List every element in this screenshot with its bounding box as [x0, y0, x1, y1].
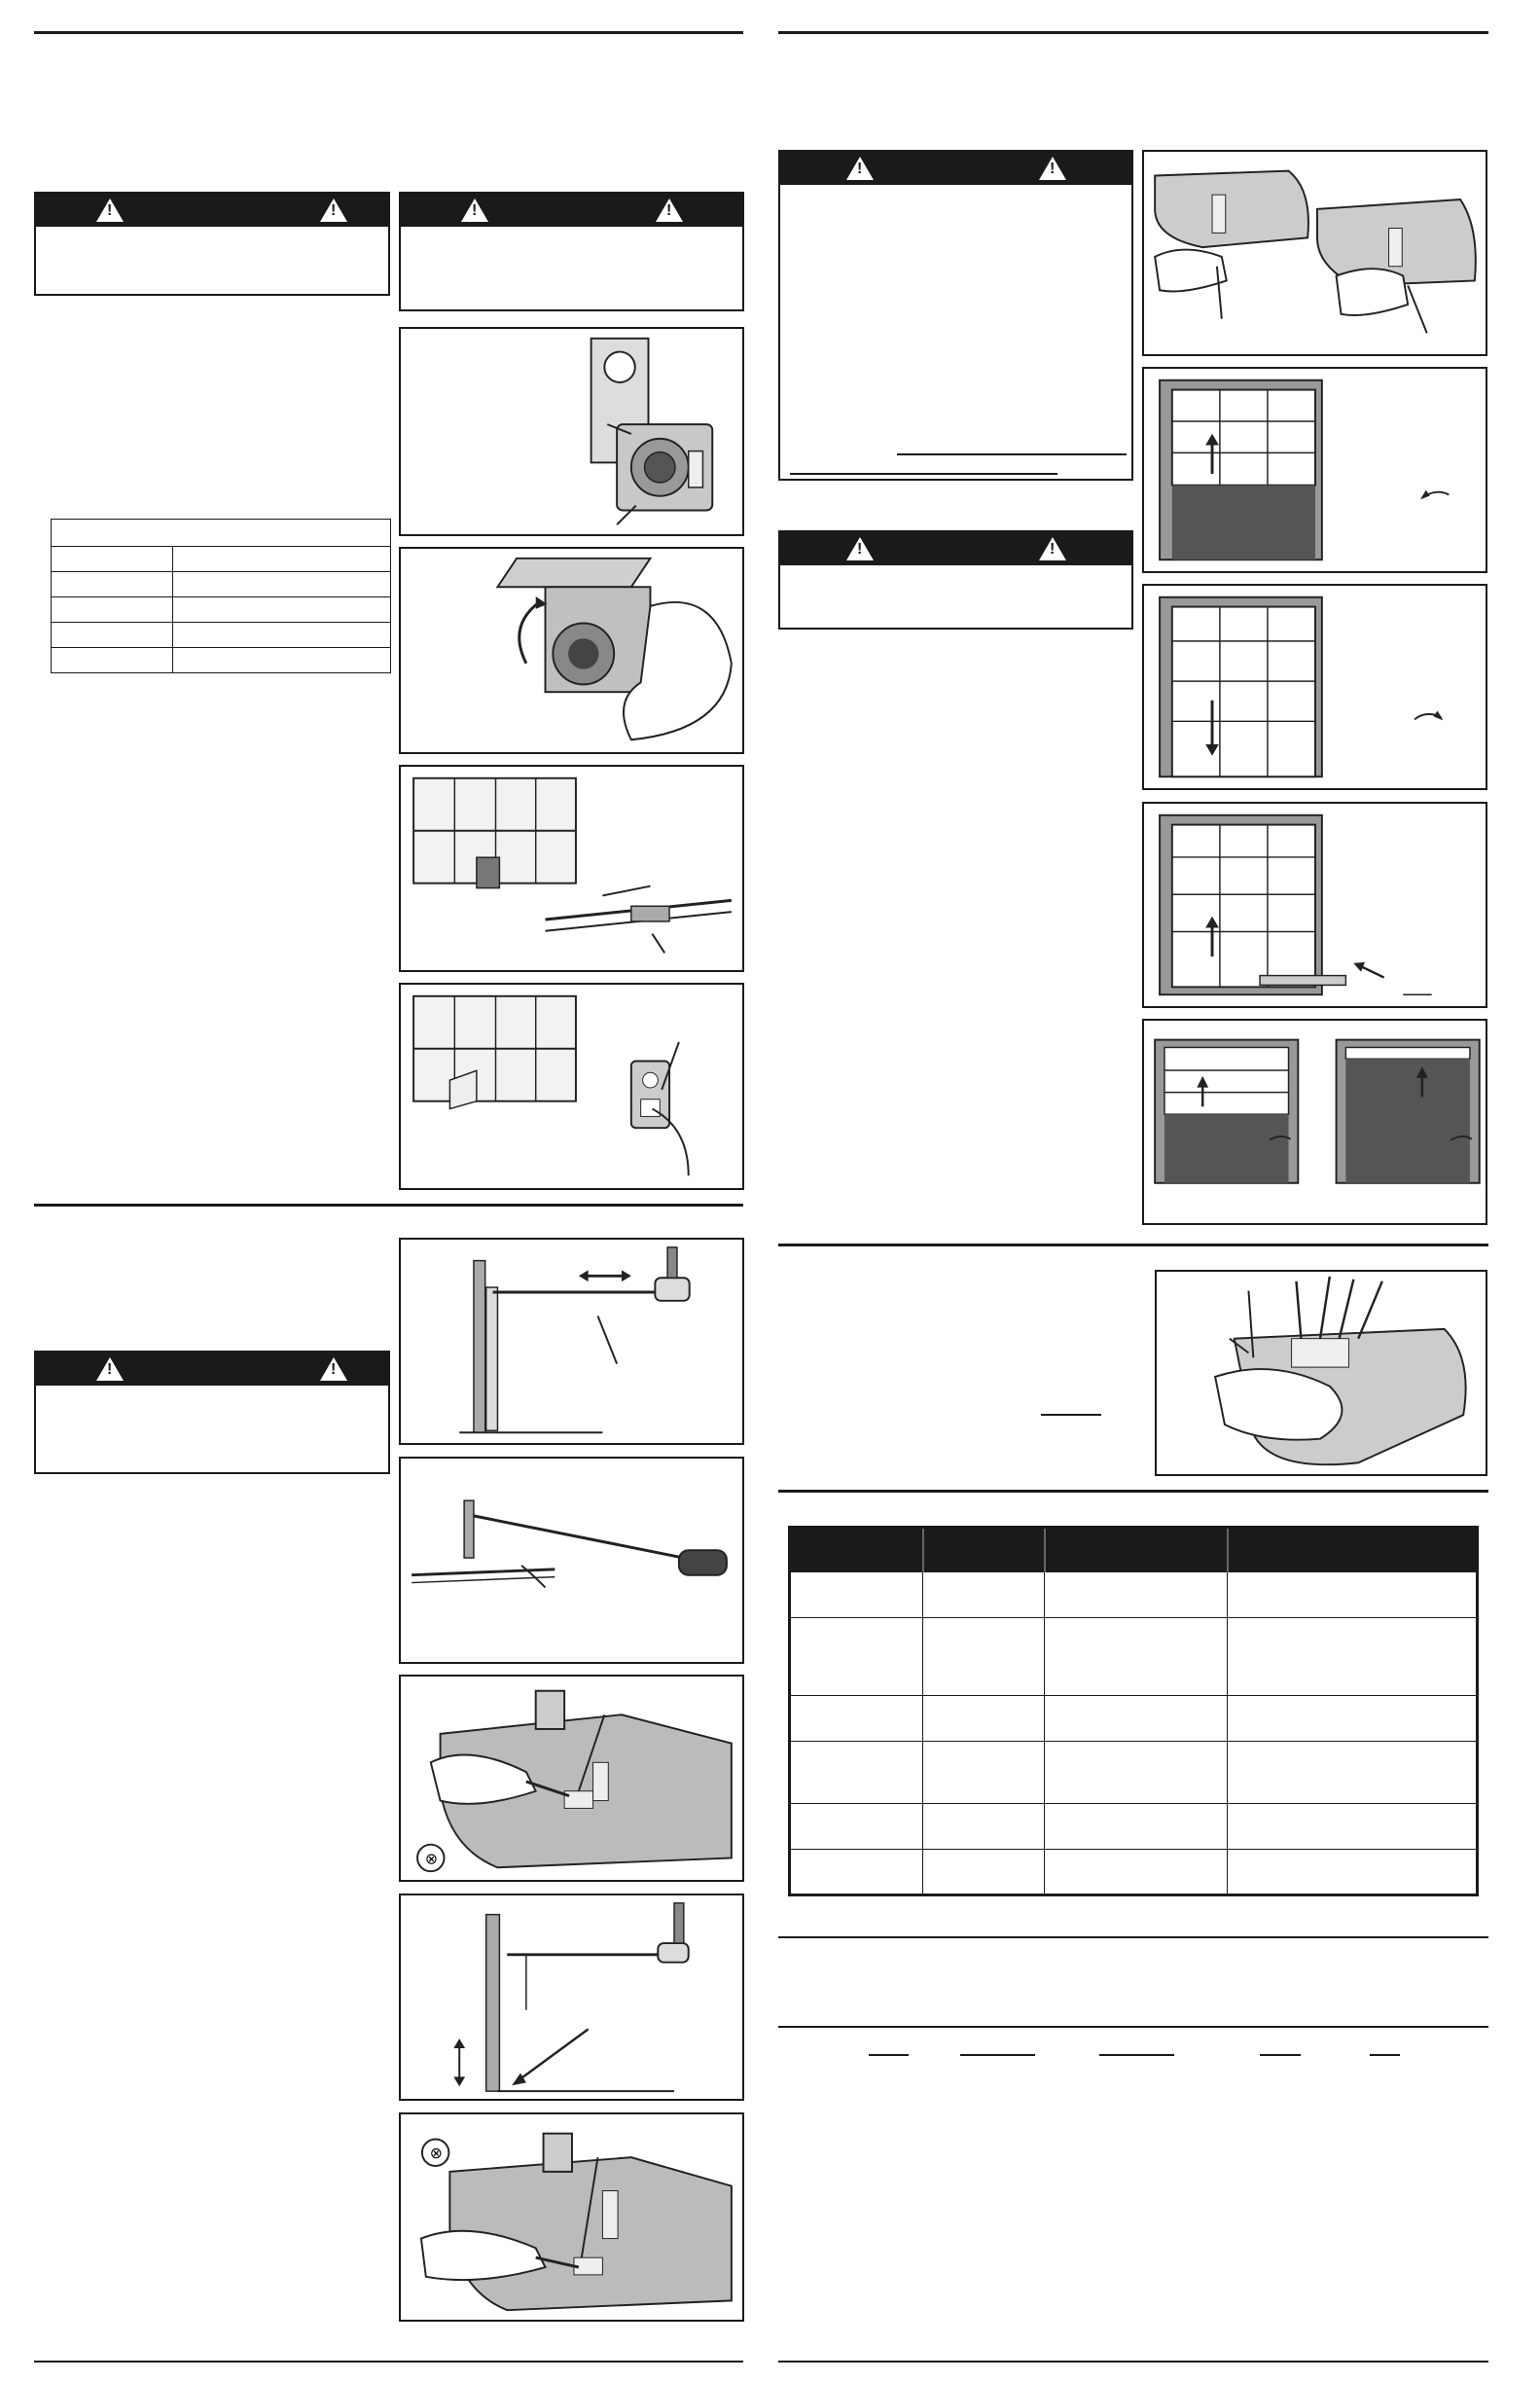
svg-text:⊗: ⊗	[424, 1849, 439, 1868]
warning-triangle-icon: !	[846, 157, 874, 180]
warning-box-left-1	[34, 192, 390, 296]
warning-box-right-2	[778, 530, 1133, 630]
rail-angle-figure	[399, 1457, 744, 1664]
bracket-sensor-figure	[399, 327, 744, 536]
warning-triangle-icon: !	[846, 537, 874, 560]
warning-triangle-icon: !	[1039, 157, 1066, 180]
underline	[897, 453, 1127, 455]
spec-table	[51, 519, 391, 673]
warning-triangle-icon: !	[1039, 537, 1066, 560]
opener-wiring-cover-figure	[1155, 1270, 1487, 1476]
bottom-rule-right	[778, 2361, 1488, 2363]
warning-triangle-icon: !	[96, 1357, 124, 1381]
svg-text:⊗: ⊗	[429, 2144, 443, 2163]
section-rule-right-3	[778, 1936, 1488, 1938]
warning-triangle-icon: !	[320, 198, 347, 222]
warning-triangle-icon: !	[461, 198, 488, 222]
sensor-aim-hand-figure	[399, 547, 744, 754]
warning-triangle-icon: !	[320, 1357, 347, 1381]
section-rule-right	[778, 1244, 1488, 1246]
warning-triangle-icon: !	[96, 198, 124, 222]
section-rule-right-4	[778, 2026, 1488, 2028]
door-trolley-track-figure	[399, 765, 744, 972]
underline	[1041, 1414, 1101, 1416]
opener-force-screwdriver-figure	[399, 2112, 744, 2322]
door-arm-side-view-figure	[399, 1238, 744, 1445]
warning-box-left-3	[34, 1351, 390, 1474]
underline	[790, 473, 1057, 475]
top-rule-left	[34, 31, 743, 34]
right-table	[788, 1526, 1479, 1896]
door-travel-side-figure	[399, 1894, 744, 2101]
box-obstruction-wall-control-figure	[399, 983, 744, 1190]
section-rule-left	[34, 1204, 743, 1207]
top-rule-right	[778, 31, 1488, 34]
opener-limit-buttons-figure	[1142, 150, 1487, 356]
door-close-arrow-figure	[1142, 584, 1487, 790]
warning-triangle-icon: !	[656, 198, 683, 222]
bottom-rule-left	[34, 2361, 743, 2363]
door-board-obstruction-figure	[1142, 802, 1487, 1008]
underline	[1370, 2054, 1400, 2056]
opener-adjust-screwdriver-figure	[399, 1675, 744, 1882]
section-rule-right-2	[778, 1490, 1488, 1493]
underline	[960, 2054, 1035, 2056]
underline	[1099, 2054, 1174, 2056]
underline	[1260, 2054, 1301, 2056]
door-open-arrow-figure	[1142, 367, 1487, 573]
underline	[869, 2054, 909, 2056]
warning-box-right-1	[778, 150, 1133, 481]
warning-box-left-2	[399, 192, 744, 311]
door-open-closed-pair-figure	[1142, 1019, 1487, 1225]
